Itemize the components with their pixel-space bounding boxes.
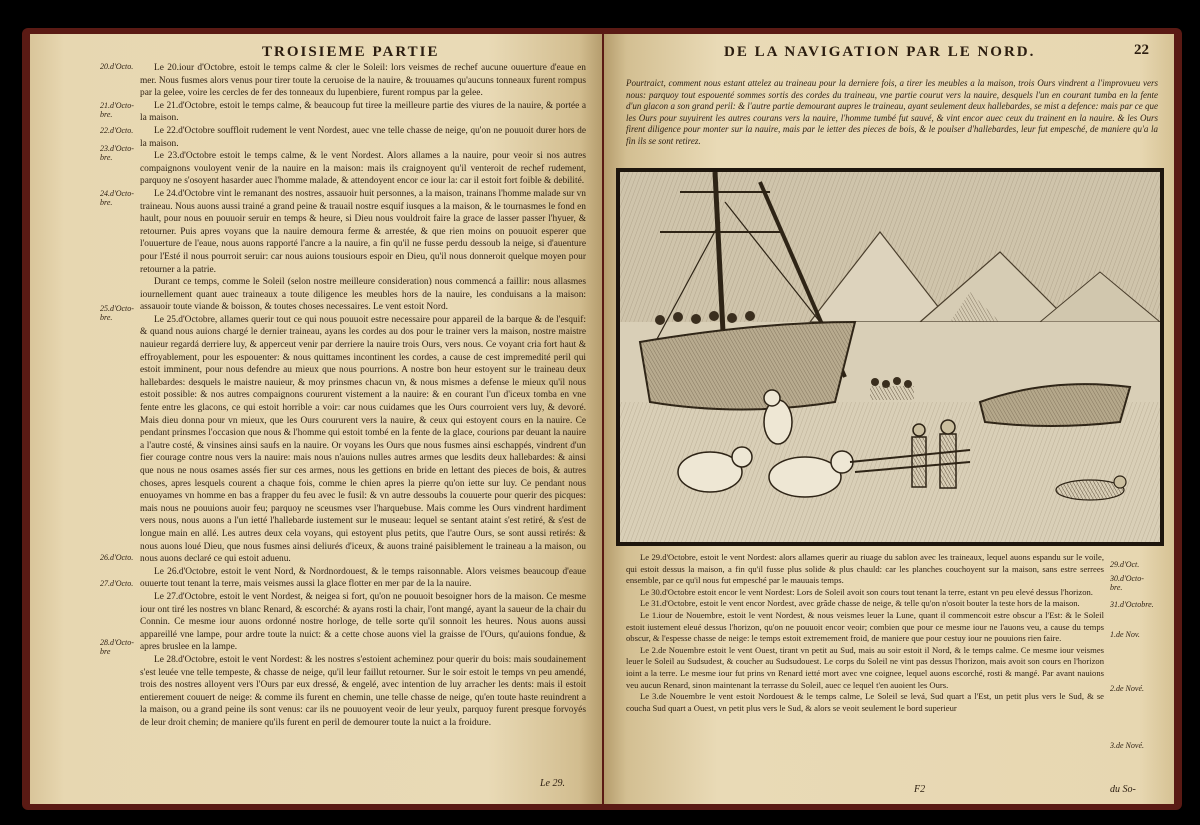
- margin-note: 28.d'Octo- bre: [100, 638, 134, 656]
- paragraph: Durant ce temps, comme le Soleil (selon nostre meilleure consideration) nous commencá a faillir: nous allasmes iournellement quant auec traineaux a toute diligence les meubles hors de la nauire, les conduisans a la maison: assauoir toute viande & boisson, & toutes choses necessaires. Le vent estoit Nord.: [140, 277, 586, 313]
- margin-note: 24.d'Octo- bre.: [100, 189, 134, 207]
- margin-note: 3.de Nové.: [1110, 741, 1144, 750]
- margin-note: 20.d'Octo.: [100, 62, 134, 71]
- paragraph: Le 24.d'Octobre vint le remanant des nostres, assauoir huit personnes, a la maison, trainans l'homme malade sur vn traineau. Nous auons aussi trainé a grand peine & trauail nostre esquif iusques a la maison, & le tournasmes le fond en hault, pour nous en pouuoir seruir en temps & heure, si Dieu nous vouldroit faire la grace de lasser passer l'hyuer, & retourner. Puis apres voyans que la nauire demoura ferme & arrestée, & que rien moins on pouuoit esperer que l'ouuerture de l'eaue, nous auons rapporté l'ancre a la nauire, a fin qu'il ne fusse perdu dessoub la neige, si d'auenture pour l'Esté il nous pourroit seruir: car nous auions tousiours espoir en Dieu, qu'il nous donneroit quelque moyen pour retourner a la patrie.: [140, 188, 586, 275]
- margin-note: 27.d'Octo.: [100, 579, 134, 588]
- right-text-block: [626, 552, 1104, 776]
- right-running-head: DE LA NAVIGATION PAR LE NORD.: [724, 44, 1036, 60]
- catchword: du So-: [1110, 784, 1136, 795]
- paragraph: Le 20.iour d'Octobre, estoit le temps calme & cler le Soleil: lors veismes de rechef aucune ouuerture d'eaue en mer. Nous fusmes alors venus pour tirer toute la ceruoise de la nauire, & trouuames qu'aucuns tonneaux furent rompus par la gelee, voire les cercles de fer des tonneaux du lupenbiere, furent rompus par la gelee.: [140, 63, 586, 99]
- paragraph: Le 26.d'Octobre, estoit le vent Nord, & Nordnordouest, & le temps raisonnable. Alors veismes beaucoup d'eaue ouuerte tout tenant la terre, mais veismes aussi la glace flotter en mer par de la la nauire.: [140, 566, 586, 590]
- paragraph: Le 27.d'Octobre, estoit le vent Nordest, & neigea si fort, qu'on ne pouuoit besoigner hors de la maison. Ce mesme iour ont tiré les nostres vn blanc Renard, & escorché: & ayans rosti la chair, l'ont mangé, ayant la saueur de la chair du Connin. Ce mesme iour auons ordonné nostre horloge, de telle sorte qu'il sonnoit les heures. Nous auons aussi appareillé vne lampe, pour ardre toute la nuict: & a cette chose auons viel la graisse de l'Ours, qu'auions fondue, & apres bruslee en la lampe.: [140, 591, 586, 653]
- paragraph: Le 31.d'Octobre, estoit le vent encor Nordest, avec grãde chasse de neige, & telle qu'on n'osoit bouter la teste hors de la maison.: [640, 598, 1080, 609]
- margin-note: 30.d'Octo- bre.: [1110, 574, 1144, 592]
- page-number: 22: [1134, 42, 1149, 58]
- margin-note: 31.d'Octobre.: [1110, 600, 1154, 609]
- margin-note: 29.d'Oct.: [1110, 560, 1140, 569]
- margin-note: 21.d'Octo- bre.: [100, 101, 134, 119]
- paragraph: Le 29.d'Octobre, estoit le vent Nordest: alors allames querir au riuage du sablon avec les traineaux, lequel auons espandu sur le voile, qui estoit dessus la maison, a fin qu'il fusse plus solide & plus chauld: car les planches couchoyent sur la maison, sans estre serrees ensemble, par ce qu'il nous fut empesché par le mauuais temps.: [626, 552, 1104, 586]
- book-spread: [22, 28, 1182, 810]
- engraving-illustration: [620, 172, 1160, 542]
- margin-note: 1.de Nov.: [1110, 630, 1140, 639]
- margin-note: 2.de Nové.: [1110, 684, 1144, 693]
- right-page: [604, 34, 1174, 804]
- paragraph: Le 21.d'Octobre, estoit le temps calme, & beaucoup fut tiree la meilleure partie des viures de la nauire, & portée a la maison.: [140, 100, 586, 124]
- left-text-block: [140, 62, 586, 762]
- margin-note: 26.d'Octo.: [100, 553, 134, 562]
- left-running-head: TROISIEME PARTIE: [262, 44, 440, 60]
- margin-note: 22.d'Octo.: [100, 126, 134, 135]
- margin-note: 23.d'Octo- bre.: [100, 144, 134, 162]
- signature-mark: F2: [914, 784, 926, 795]
- engraving-plate: [616, 168, 1164, 546]
- paragraph: Le 30.d'Octobre estoit encor le vent Nordest: Lors de Soleil avoit son cours tout tenant la terre, estant vn peu elevé dessus l'horizon.: [640, 586, 1093, 597]
- paragraph: Le 2.de Nouembre estoit le vent Ouest, tirant vn petit au Sud, mais au soir estoit il Nord, & le temps calme. Ce mesme iour veismes leuer le Soleil au Sudsudest, & coucher au Sudsudouest. Le corps du Soleil ne vint pas dessus l'horizon, mais avoit son cours en l'horizon ioint a la terre. Le mesme iour fut prins vn Renard ietté mort avec vne coignee, lequel auons escorché, rosti & mangé. Par avant nauions veu aucun Renard, sinon maintenant la terrasse du Soleil, auec ce lequel t'en auoient les Ours.: [626, 644, 1104, 690]
- paragraph: Le 22.d'Octobre souffloit rudement le vent Nordest, auec vne telle chasse de neige, qu'on ne pouuoit durer hors de la maison.: [140, 125, 586, 149]
- plate-caption: Pourtraict, comment nous estant attelez au traineau pour la derniere fois, a tirer les meubles a la maison, trois Ours vindrent a l'improvueu vers nous: parquoy tout espouenté sommes sortis des cordes du traineau, vne partie courut vers la nauire, desquels l'un en courant tumba en la fente d'un glacon a son grand peril: & l'autre partie demourant aupres le traineau, ayant seulement deux hallebardes, se mist a defence: mais par ce que les Ours pour suyuirent les autres courans vers la nauire, l'homme tumbé fut sauvé, & vint encor auec ceux du trainent en la nauire. & les Ours firent diligence pour monter sur la nauire, mais par le ietter des pieces de bois, & le poulser d'hallebardes, leur fut empesché, de maniere qu'a la fin ils se sont retirez.: [626, 78, 1158, 146]
- paragraph: Le 23.d'Octobre estoit le temps calme, & le vent Nordest. Alors allames a la nauire, pour veoir si nos autres compaignons vouloyent venir de la nauire en la maison: mais ils craignoyent qu'il venteroit de rechef rudement, parquoy ne s'osoyent hasarder auec l'homme malade, & attendoyent encor ce iour la: car il estoit fort foible & debilité.: [140, 151, 586, 187]
- margin-note: 25.d'Octo- bre.: [100, 304, 134, 322]
- paragraph: Le 3.de Nouembre le vent estoit Nordouest & le temps calme, Le Soleil se levá, Sud quart a l'Est, un petit plus vers le Sud, & se coucha Sud quart a Ouest, vn petit plus vers le Sud, & alors se veoit seulement le bord superieur: [626, 691, 1104, 713]
- left-page: [30, 34, 602, 804]
- catchword: Le 29.: [540, 778, 565, 789]
- paragraph: Le 25.d'Octobre, allames querir tout ce qui nous pouuoit estre necessaire pour appareil de la barque & de l'esquif: & quand nous auions chargé le dernier traineau, ayans les cordes au dos pour le trainer vers la maison, nostre maistre nauieur regardá derriere luy, & apperceut venir par derriere la nauire trois Ours, vers nous. Ce voyant cria fort haut & effroyablement, pour les espouenter: & nous quittames incontinent les cordes, a cause de cest impremedité peril qui estoit imminent, pour nous defendre au mieux que nous pourrions. A nostre bon heur estoyent sur le traineau deux hallebardes: desquels le maistre nauieur, & moy prinsmes chacun vn, & nous mismes a defense le mieux qu'il nous estoit possible: & nos autres compaignons coururent vistement a la nauire: & en courant l'un d'iceux tomba en vne fente entre les glacons, ce qui estoit horrible a voir: car nous cuidames que les Ours courroient vers luy, & devoré. Mais dieu donna pour vn mieux, que les Ours coururent vers la nauire, & ceux qui estoyent cours en la nauire. Ce pendant prinsmes l'occasion que nous & l'homme qui estoit tombé en la fente de la glace, courions par deuant la nauire a l'autre costé, & vinsines ainsi saufs en la nauire. Or voyans les Ours que nous fusmes ainsi eschappés, vindrent d'un fier courage contre nous vers la nauire: mais nous n'auions nulles autres armes que lesdits deux hallebardes: & ainsi que nous ne nous osames assés fier sur ces armes, nous les gettions en bride en lettant des pieces de bois, & autres choses, apres lesquels courent a chaque fois, comme le chien apres la pierre qu'on iette sur luy. Ce pendant nous enuoyames vn homme en bas a frapper du feu avec le fusil: & vn autre dessoubs la couuerte pour querir des picques: mais nous ne pouuions auoir feu; parquoy ne sceusmes vser l'harquebuse. Mais comme les Ours vindrent hardiment vers nous, nous auons a l'un ietté l'hallebarde iustement sur le museau: lequel se sentant ataint s'est retiré, & s'est de longue main en allé. Les autres deux cela voyans, qui estoyent plus petits, que l'autre Ours, se sont aussi retirés: & nous auons loué Dieu, que nous fusmes ainsi deliurés d'iceux, & auons trainé paisiblement le traineau a la maison, ou nous auons declaré ce qui estoit aduenu.: [140, 314, 586, 565]
- paragraph: Le 28.d'Octobre, estoit le vent Nordest: & les nostres s'estoient acheminez pour querir du bois: mais soudainement s'est leuée vne telle tempeste, & chasse de neige, qu'il leur faillut retourner. Sur le soir estoit le temps vn peu amendé, trois des nostres alloyent vers l'Ours par eux dressé, & engelé, avec intention de luy arracher les dents: mais il estoit entierement couuert de neige: & comme ils furent en chemin, une telle chasse de neige, qu'en toute haste reuindrent a la maison, ou a grand peine ils sont venus: car ils ne pouuoyent veoir de leur yeulx, parquoy furent presque forvoyés de leur droit chemin; de maniere qu'ils furent en peril de demourer toute la nuict a la froidure.: [140, 654, 586, 728]
- paragraph: Le 1.iour de Nouembre, estoit le vent Nordest, & nous veismes leuer la Lune, quant il commencoit estre obscur a l'Est: & le Soleil estoit iustement eleué dessus l'horizon, qu'on ne pouuoit encor veoir; combien que pour ce mesme iour ne l'auons veu, a cause du temps obscur, & l'espesse chasse de neige: le temps estoit extremement froid, de maniere que pour cestuy iour ne pouuions rien faire.: [626, 609, 1104, 644]
